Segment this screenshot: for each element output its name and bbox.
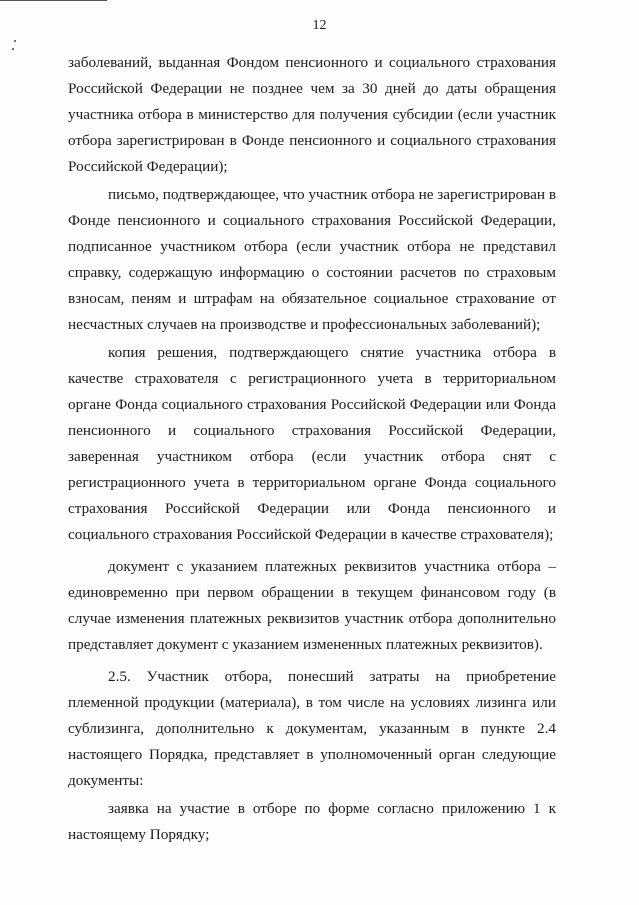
- scan-speck: [12, 48, 14, 50]
- document-body: [68, 50, 556, 848]
- paragraph-payment-details: документ с указанием платежных реквизитов участника отбора – единовременно при первом обращении в текущем финансовом году (в случае изменения платежных реквизитов участник отбора дополнительно представляет документ с указанием измененных платежных реквизитов).: [68, 558, 556, 653]
- top-edge-rule: [0, 0, 107, 1]
- paragraph-section-2-5: 2.5. Участник отбора, понесший затраты на приобретение племенной продукции (материала), в том числе на условиях лизинга или сублизинга, дополнительно к документам, указанным в пункте 2.4 настоящего Порядка, представляет в уполномоченный орган следующие документы:: [68, 668, 556, 789]
- paragraph-application: заявка на участие в отборе по форме согласно приложению 1 к настоящему Порядку;: [68, 800, 556, 843]
- scan-speck: [14, 40, 16, 42]
- paragraph-continuation: заболеваний, выданная Фондом пенсионного и социального страхования Российской Федерации не позднее чем за 30 дней до даты обращения участника отбора в министерство для получения субсидии (если участник отбора зарегистрирован в Фонде пенсионного и социального страхования Российской Федерации);: [68, 54, 556, 175]
- paragraph-deregistration-copy: копия решения, подтверждающего снятие участника отбора в качестве страхователя с регистрационного учета в территориальном органе Фонда социального страхования Российской Федерации или Фонда пенсионного и социального страхования Российской Федерации, заверенная участником отбора (если участник отбора снят с регистрационного учета в территориальном органе Фонда социального страхования Российской Федерации или Фонда пенсионного и социального страхования Российской Федерации в качестве страхователя);: [68, 344, 556, 543]
- paragraph-letter-not-registered: письмо, подтверждающее, что участник отбора не зарегистрирован в Фонде пенсионного и социального страхования Российской Федерации, подписанное участником отбора (если участник отбора не представил справку, содержащую информацию о состоянии расчетов по страховым взносам, пеням и штрафам на обязательное социальное страхование от несчастных случаев на производстве и профессиональных заболеваний);: [68, 186, 556, 333]
- page-number: 12: [312, 18, 327, 33]
